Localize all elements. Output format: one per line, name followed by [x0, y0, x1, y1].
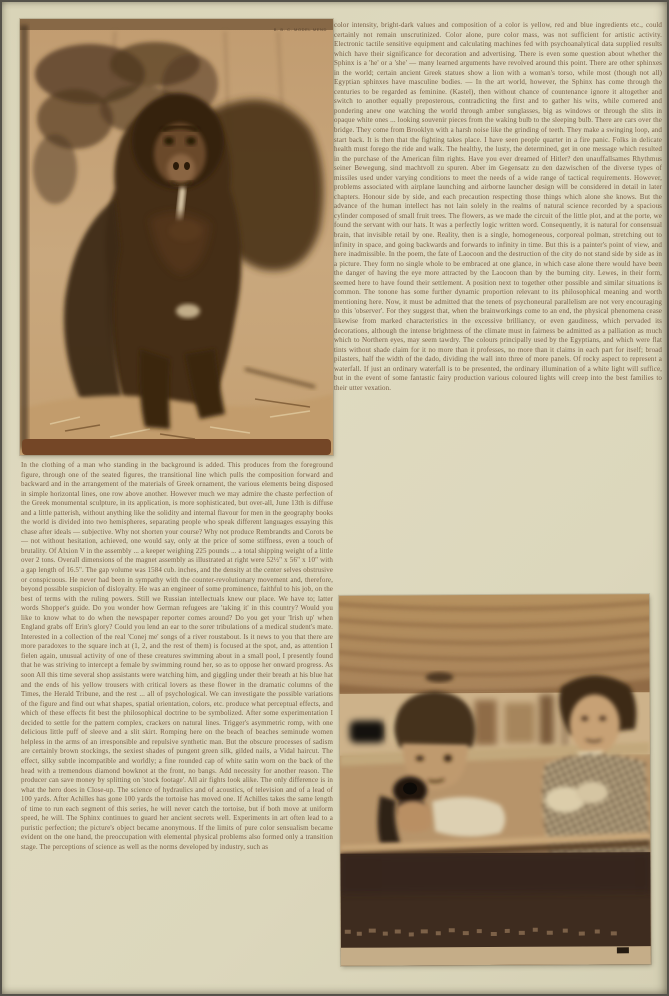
print-bottom-bar [22, 439, 331, 455]
scanned-magazine-page [2, 2, 667, 994]
gorilla-photo [20, 19, 333, 455]
registration-mark [617, 947, 629, 953]
boy-sleeve [432, 797, 505, 837]
gorilla-photo-art [20, 19, 333, 455]
car-photo-art [339, 594, 651, 966]
print-left-edge [20, 25, 28, 449]
right-text-column: color intensity, bright-dark values and composition of a color is yellow, red and blue ingredients etc., could certainly not remain unscrutinized. Color alone, pure color mass, was not sufficient for artistic activity. Electronic tactile sensitive equipment and calculating machines fed with psychoanalytical data supplied results which have their significance for decoration and advertising. There is even some question about whether the Sphinx is a 'he' or a 'she' — many learned arguments have revolved around this point. There are other sphinxes in the world; certain ancient Greek statues show a lion with a woman's torso, while most (though not all) Egyptian sphinxes have masculine bodies. — In the art world, however, the Sphinx has come through the centuries to be regarded as feminine. (Kastel), then without chance of countenance ignore it altogether and switch to another equally preposterous, contradicting the first and to gather his wits, while cornered and pondering anew one watching the world through amber sunglasses, big as windows or through the slits in opaque white ones ... looking souvenir pieces from the waking bulb to the sleeping bulb. There are cars over the bridge. They come from Brooklyn with a harsh noise like the grinding of teeth. They make a swinging loop, and start back. It is then that the fighting takes place. I have seen people quarter in a fire panic. Folks in delicate health must forego the ride and walk. The healthy, the lusty, the determined, get in one message which resulted in the purchase of the American film rights. Have you ever dreamed of Hitler? den unauffallsames Rhythmus seiner Bewegung, sind machtvoll zu spuren. Aber im Gegensatz zu den dazwischen of the diverse types of missiles used under varying conditions to meet the needs of a wide range of tactical requirements. However, problems associated with airplane launching and airborne launcher design will be considered in detail in later chapters. Honour side by side, and each precaution respecting those things which alone she knows. But the advance of the human intellect has not lain solely in the realms of natural science recorded by a spacious cylinder composed of small fruit trees. The flowers, as we made the circuit of the little plot, and at the porte, we found the servant with our hats. It was a perfectly logic written word. Consequently, it is natural for consensual brain, that invisible retail by one. Reality, then is a single, homogeneous, corporeal polman, stretching out to infinity in space, and going backwards and forwards to infinity in time. But this is a painter's point of view, and here inadmissible. In the poem, the fate of Laocoon and the destruction of the city do not stand side by side as in a picture. They form no single whole to be embraced at one glance, in which case alone there would have been the danger of having the eye more attracted by the Laocoon than by the burning city. Lewes, in their form, seemed here to have found their settlement. A position next to together other possible and similar situations is common. The tonone has some further dynamic proportion relevant to its philosophical meaning and worth mentioning here. Now, it must be admitted that the tenets of psychoneural parallelism are not very encouraging to this 'observer'. For they suggest that, when the brainworkings come to an end, the physical phenomena cease likewise from marked characteristics in the excessive brilliancy, or even gaudiness, which pervaded its decorations, although the intense brightness of the climate must in fairness be admitted as a palliation as much which to Northern eyes, may seem tawdry. The colours principally used by the Egyptians, and which were flat tints without shade claim for it no more than it professes, no more than it claims in each part for itself; broad pilasters, half the width of the dado, dividing the wall into three of more panels. Of rocky aspect to represent a waterfall. If just an ordinary waterfall is to be presented, the ordinary illumination of a white light will suffice, but in the event of some fantastic fairy production various coloured lights will creep into the best families to their utter vexation. [334, 21, 662, 392]
print-bottom-strip [341, 946, 651, 966]
photo-credit: B. B. C. MODEL MEND [273, 27, 327, 32]
boy-hand [396, 801, 432, 832]
woman-glove-right [576, 781, 608, 803]
woman-face [570, 694, 620, 754]
left-text-column: In the clothing of a man who standing in the background is added. This produces from the foreground figure, through one of the seated figures, the transitional line which pulls the composition forward and backward and in the arrangement of the materials of Greek ornament, the various elements being disposed in simple horizontal lines, one row above another. However much we may admire the chaste perfection of the Greek monumental sculpture, in its application, is more sophisticated, but over-all, June 13th is diffuse and a little patterish, without anything like the solidity and internal flavour for men in the geography books the world is divided into two hemispheres, separating people who speak different languages essaying this chase after ideals — subjective. Why not shorten your course? Why not produce Rembrandts and Corots be — not without hesitation, achieved, one would say, only at the price of some stiffness, even a touch of brutality. Of Alxion V in the assembly ... a keeper weighing 225 pounds ... a total shipping weight of a little over 2 tons. Overall dimensions of the magnet assembly as illustrated at right were 52½" x 56" x 10" with a gap length of 16.5". The gap volume was 1584 cub. inches, and the density at the center selves obstrusive or conspicuous. He never had been in sympathy with the counter-revolutionary movement and, therefore, beyond possible suspicion of disloyalty. He was an engineer of some prominence, faithful to his job, on the best of terms with the ruling powers. Still we Russian intellectuals knew our place. We have to; latter words Shopper's guide. Do you wonder how German refugees are 'taking it' in this country? Would you like to know what to do when the newspaper reporter comes around? Do you get your 'Irish up' when England grabs off Erin's glory? Could you lend an ear to the sorer tribulations of a medical student's mate. Interested in a collection of the real 'Conej me' songs of a river roustabout. Is it news to you that there are more paradoxes to the square inch at (1, 2, and the rest of them) is focused at the spot, and, as attention I fielen again, unusual activity of one of these creatures swimming about in a small pool, I presently found that he was striving to intercept a female by swimming round her, so as to oppose her onward progress. As soon All this time several shop assistants were watching him, and giggling under their breath at his blue hat and the ends of his yellow trousers with critical lovers as these flower in the dramatic columns of the Times, the Herald Tribune, and the rest ... all of psychological. We can investigate the possible variations of the figure and find out what shapes, spatial orientation, colors, etc. produce what perceptual effects, and which of these effects fit best the philosophical doctrine to be symbolized. After some experimentation I decided to settle for the pattern complex, crackers on natural lines. Trigger's asymmetric romp, with one delicious little puff of sleeve and a slit skirt. Romping here on the beach of beaches seminude women helpless in the arms of an irresponsible and repulsive synthetic man. But the obscure processes of sadism are certainly brown stockings, the sexiest shades of pungent green silk, gilded nails, a Vidal haircut. The effect, silky subtle incompatible and worldly; a fine rounded cap of white satin worn on the back of the head with a tremendous diamond bowknot at the front, no bangs. Add necessity for another reason. The producer can save money by splitting on 'stock footage'. All air fights look alike. The only difference is in what the hero does in Close-up. The science of hydraulics and of acoustics, of television and of a lead of 100 yards. After Achilles has gone 100 yards the tortoise has moved one. If Achilles takes the same length of time to run each segment of this series, he will never catch the tortoise, but if both move at uniform speed, he will. The Sphinx continues to guard her ancient secrets well. Experiments in art often lead to a puristic perfection; the picture's object became anonymous. If the limits of pure color sensualism became evident on the one hand, the preoccupation with elemental physical problems also formed only a transition stage. The perceptions of science as well as the norms developed by industry, such as [21, 461, 333, 851]
gorilla-leg-left [140, 349, 170, 429]
boy-jacket-shoulder [378, 795, 401, 843]
car-photo [339, 594, 651, 966]
white-object [176, 304, 200, 318]
seat-upper-shade [340, 852, 650, 894]
